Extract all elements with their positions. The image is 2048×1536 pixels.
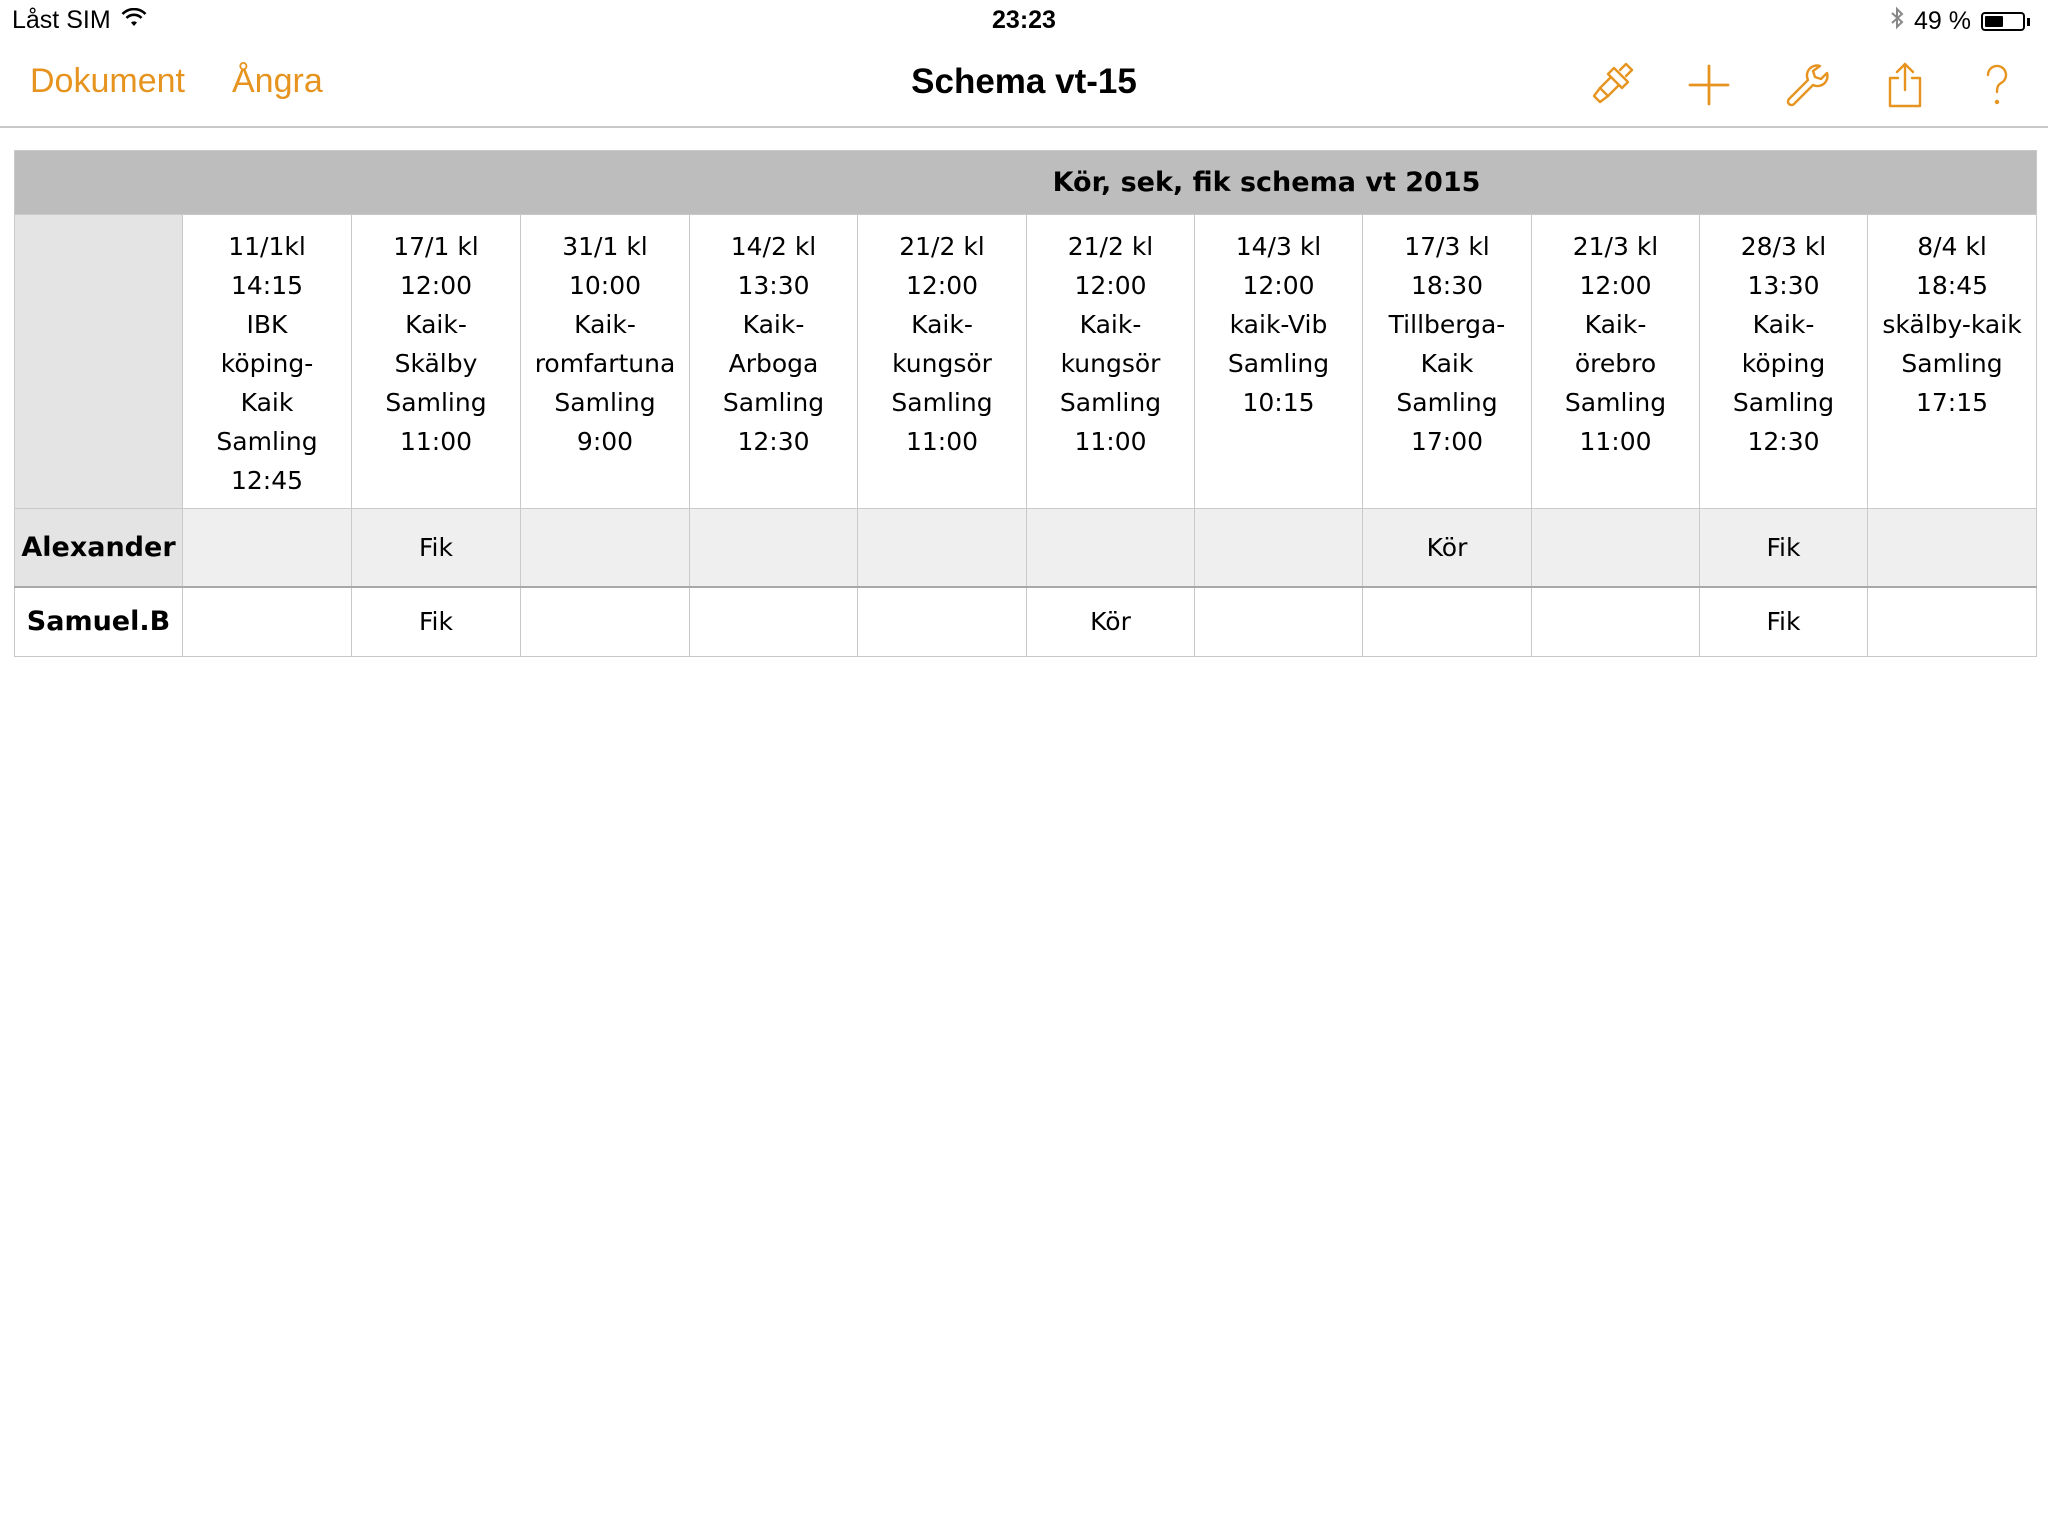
- column-header-line: 10:00: [568, 271, 642, 300]
- document-title: Schema vt-15: [911, 62, 1137, 101]
- column-header-line: Kaik: [1420, 349, 1474, 378]
- column-header-line: Samling: [1227, 349, 1330, 378]
- column-header-line: skälby-kaik: [1882, 310, 2022, 339]
- column-header-line: kungsör: [1060, 349, 1161, 378]
- column-header-line: 17/1 kl: [393, 232, 479, 261]
- toolbar: [0, 40, 2048, 128]
- table-cell[interactable]: Kör: [1027, 587, 1195, 657]
- column-header-line: 12:00: [1242, 271, 1315, 300]
- help-icon[interactable]: [1972, 60, 2022, 110]
- column-header-cell[interactable]: [690, 215, 858, 509]
- column-header-line: 21/2 kl: [899, 232, 985, 261]
- column-header-line: Samling: [1396, 388, 1498, 417]
- column-header-line: Samling: [722, 388, 825, 417]
- table-cell[interactable]: Fik: [352, 587, 521, 657]
- table-cell[interactable]: Fik: [1700, 509, 1868, 587]
- column-header-line: kungsör: [892, 349, 992, 378]
- column-header-line: romfartuna: [534, 349, 676, 378]
- column-header-line: 13:30: [1747, 271, 1820, 300]
- column-header-line: 17/3 kl: [1404, 232, 1490, 261]
- column-header-cell[interactable]: [1700, 215, 1868, 509]
- column-header-line: 13:30: [737, 271, 810, 300]
- table-cell[interactable]: [183, 587, 352, 657]
- column-header-line: köping: [1741, 349, 1826, 378]
- column-header-text: [858, 215, 1026, 461]
- column-header-line: kaik-Vib: [1229, 310, 1328, 339]
- column-header-line: Tillberga-: [1388, 310, 1506, 339]
- column-header-line: 10:15: [1242, 388, 1315, 417]
- column-header-line: Samling: [1901, 349, 2003, 378]
- column-header-line: 12:00: [905, 271, 979, 300]
- documents-button[interactable]: Dokument: [30, 62, 185, 100]
- column-header-text: [1532, 215, 1699, 461]
- column-header-cell[interactable]: [1532, 215, 1700, 509]
- table-cell[interactable]: [521, 587, 690, 657]
- table-cell[interactable]: [521, 509, 690, 587]
- row-name-cell[interactable]: Samuel.B: [15, 587, 183, 657]
- column-header-line: Kaik-: [1584, 310, 1647, 339]
- column-header-line: Samling: [216, 427, 318, 456]
- column-header-line: Kaik-: [1079, 310, 1142, 339]
- column-header-line: Samling: [385, 388, 487, 417]
- table-cell[interactable]: [1532, 509, 1700, 587]
- table-cell[interactable]: Kör: [1363, 509, 1532, 587]
- table-cell[interactable]: [858, 587, 1027, 657]
- table-cell[interactable]: Fik: [1700, 587, 1868, 657]
- wrench-icon[interactable]: [1782, 60, 1832, 110]
- column-header-cell[interactable]: [1868, 215, 2037, 509]
- column-header-text: [690, 215, 857, 461]
- spreadsheet: [14, 150, 2037, 657]
- column-header-cell[interactable]: [183, 215, 352, 509]
- column-header-line: 11:00: [399, 427, 473, 456]
- column-header-line: 12:45: [230, 466, 304, 495]
- column-header-line: Kaik-: [405, 310, 467, 339]
- status-right: [1890, 6, 2030, 37]
- column-header-line: 14/3 kl: [1235, 232, 1322, 261]
- column-header-cell[interactable]: [1027, 215, 1195, 509]
- table-cell[interactable]: [1532, 587, 1700, 657]
- table-row: [15, 509, 2037, 587]
- column-header-line: 12:30: [737, 427, 810, 456]
- column-header-line: Kaik: [240, 388, 294, 417]
- column-header-line: IBK: [246, 310, 288, 339]
- column-header-line: 17:15: [1915, 388, 1989, 417]
- column-header-text: [1195, 215, 1362, 422]
- battery-tip: [2027, 18, 2030, 26]
- table-cell[interactable]: [1027, 509, 1195, 587]
- column-header-line: 18:30: [1410, 271, 1484, 300]
- column-header-text: [1027, 215, 1194, 461]
- schedule-table: [14, 150, 2037, 657]
- table-cell[interactable]: [1363, 587, 1532, 657]
- column-header-line: Kaik-: [574, 310, 636, 339]
- undo-button[interactable]: Ångra: [232, 62, 323, 100]
- column-header-line: 11:00: [905, 427, 979, 456]
- column-header-line: Samling: [891, 388, 993, 417]
- table-title: Kör, sek, fik schema vt 2015: [1052, 167, 1481, 198]
- column-header-text: [1363, 215, 1531, 461]
- column-header-line: 21/2 kl: [1067, 232, 1154, 261]
- status-bar: [0, 0, 2048, 40]
- column-header-line: örebro: [1574, 349, 1657, 378]
- header-row: [15, 215, 2037, 509]
- row-name-cell[interactable]: Alexander: [15, 509, 183, 587]
- column-header-text: [352, 215, 520, 461]
- table-cell[interactable]: Fik: [352, 509, 521, 587]
- column-header-line: 8/4 kl: [1917, 232, 1987, 261]
- column-header-text: [1700, 215, 1867, 461]
- column-header-line: Samling: [1059, 388, 1162, 417]
- column-header-text: [183, 215, 351, 500]
- table-cell[interactable]: [690, 587, 858, 657]
- corner-cell[interactable]: [15, 215, 183, 509]
- column-header-text: [521, 215, 689, 461]
- paintbrush-icon[interactable]: [1586, 60, 1636, 110]
- column-header-line: Arboga: [728, 349, 819, 378]
- battery-fill: [1985, 16, 2003, 27]
- column-header-line: 31/1 kl: [562, 232, 648, 261]
- column-header-cell[interactable]: [1363, 215, 1532, 509]
- column-header-line: 11:00: [1579, 427, 1652, 456]
- column-header-line: 18:45: [1915, 271, 1989, 300]
- table-cell[interactable]: [690, 509, 858, 587]
- column-header-cell[interactable]: [1195, 215, 1363, 509]
- column-header-line: Kaik-: [911, 310, 973, 339]
- table-cell[interactable]: [1868, 509, 2037, 587]
- column-header-line: Samling: [1732, 388, 1835, 417]
- column-header-line: 14:15: [230, 271, 304, 300]
- column-header-line: köping-: [220, 349, 314, 378]
- column-header-line: Kaik-: [1752, 310, 1815, 339]
- title-row: [15, 151, 2037, 215]
- clock: 23:23: [992, 6, 1056, 34]
- share-icon[interactable]: [1880, 60, 1930, 110]
- column-header-line: Samling: [1564, 388, 1667, 417]
- column-header-line: 12:00: [399, 271, 473, 300]
- column-header-line: Samling: [554, 388, 656, 417]
- bluetooth-icon: [1890, 6, 1904, 37]
- table-cell[interactable]: [183, 509, 352, 587]
- table-cell[interactable]: [858, 509, 1027, 587]
- column-header-cell[interactable]: [352, 215, 521, 509]
- column-header-line: 14/2 kl: [730, 232, 817, 261]
- battery-icon: [1981, 12, 2025, 31]
- table-cell[interactable]: [1868, 587, 2037, 657]
- column-header-line: 12:00: [1074, 271, 1147, 300]
- column-header-line: 28/3 kl: [1740, 232, 1827, 261]
- column-header-cell[interactable]: [858, 215, 1027, 509]
- table-title-cell[interactable]: [15, 151, 2037, 215]
- column-header-line: 17:00: [1410, 427, 1484, 456]
- column-header-line: 12:00: [1579, 271, 1652, 300]
- plus-icon[interactable]: [1684, 60, 1734, 110]
- column-header-text: [1868, 215, 2036, 422]
- column-header-line: 11/1kl: [228, 232, 306, 261]
- carrier-label: Låst SIM: [12, 6, 111, 34]
- column-header-line: 9:00: [576, 427, 634, 456]
- column-header-line: Kaik-: [742, 310, 805, 339]
- table-cell[interactable]: [1195, 509, 1363, 587]
- table-cell[interactable]: [1195, 587, 1363, 657]
- column-header-line: 11:00: [1074, 427, 1147, 456]
- column-header-line: 21/3 kl: [1572, 232, 1659, 261]
- column-header-line: 12:30: [1747, 427, 1820, 456]
- column-header-cell[interactable]: [521, 215, 690, 509]
- column-header-line: Skälby: [394, 349, 478, 378]
- battery-percent: 49 %: [1914, 7, 1971, 35]
- table-row: [15, 587, 2037, 657]
